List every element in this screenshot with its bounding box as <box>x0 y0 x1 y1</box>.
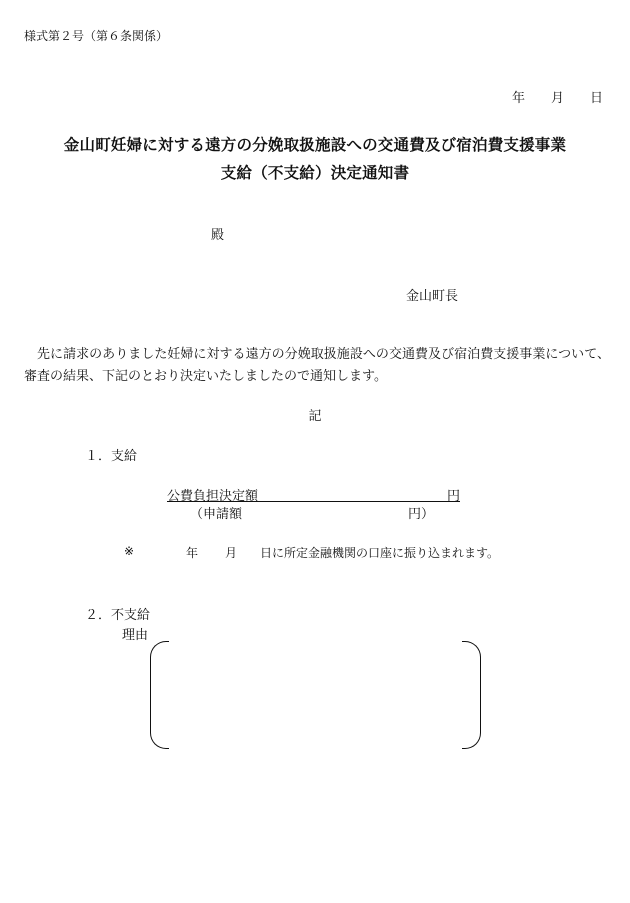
decided-amount-unit: 円 <box>446 489 460 504</box>
note-text: 日に所定金融機関の口座に振り込まれます。 <box>260 546 500 560</box>
date-day-label: 日 <box>590 91 604 106</box>
date-year-label: 年 <box>512 91 526 106</box>
reason-label: 理由 <box>122 628 149 643</box>
form-number: 様式第２号（第６条関係） <box>24 29 169 43</box>
requested-amount-unit: 円） <box>408 507 435 522</box>
reason-box-right-bracket <box>462 641 481 749</box>
note-year-label: 年 <box>186 546 199 560</box>
document-title-line1: 金山町妊婦に対する遠方の分娩取扱施設への交通費及び宿泊費支援事業 <box>63 135 567 154</box>
note-month-label: 月 <box>225 546 238 560</box>
issuer-name: 金山町長 <box>406 289 459 304</box>
notice-body-text: 先に請求のありました妊婦に対する遠方の分娩取扱施設への交通費及び宿泊費支援事業について、審査の結果、下記のとおり決定いたしましたので通知します。 <box>24 347 610 384</box>
section2-heading: ２．不支給 <box>85 608 151 623</box>
reason-box-left-bracket <box>150 641 169 749</box>
date-line <box>512 87 603 106</box>
section1-heading: １．支給 <box>85 449 138 464</box>
document-title-line2: 支給（不支給）決定通知書 <box>220 163 410 182</box>
note-mark: ※ <box>124 544 135 558</box>
addressee-suffix: 殿 <box>211 228 225 243</box>
decided-amount-line <box>167 485 460 502</box>
ki-heading: 記 <box>308 409 322 424</box>
date-month-label: 月 <box>551 91 565 106</box>
decided-amount-label: 公費負担決定額 <box>167 489 259 504</box>
requested-amount-label: （申請額 <box>190 507 243 522</box>
